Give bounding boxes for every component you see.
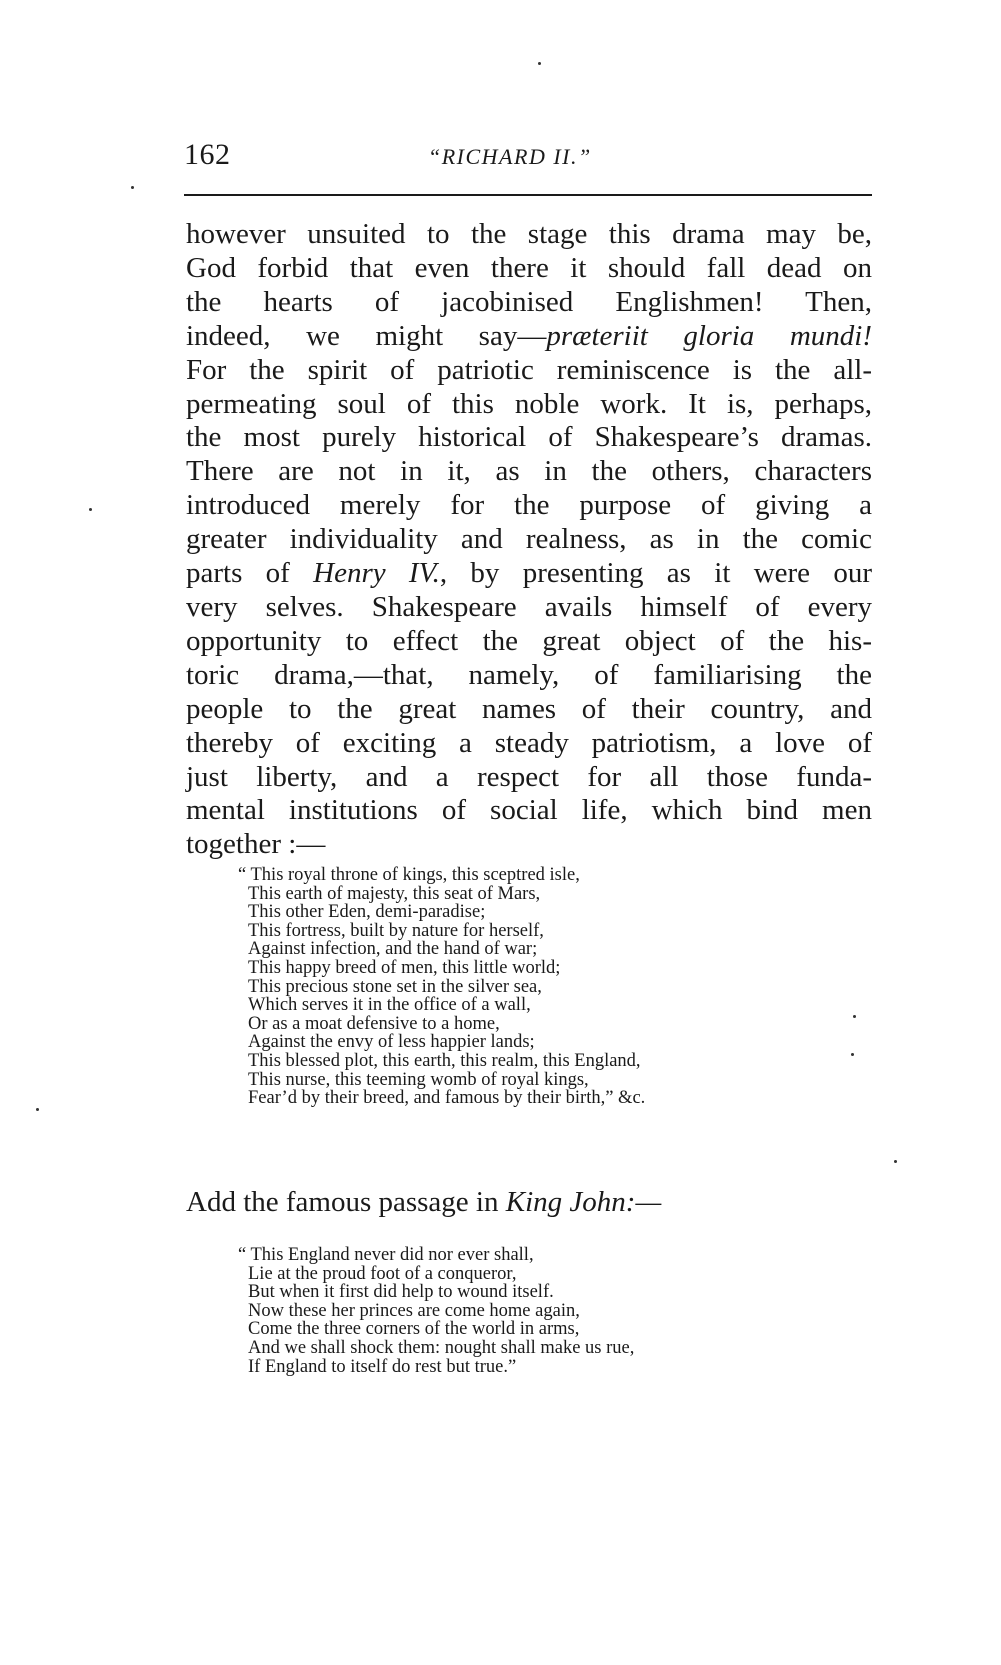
verse-line: Against infection, and the hand of war;: [248, 939, 538, 960]
paper-speck: [851, 1053, 854, 1056]
body-line: the hearts of jacobinised Englishmen! Then,: [186, 285, 872, 318]
body-line: however unsuited to the stage this drama may be,: [186, 218, 872, 250]
intro-suffix: :—: [625, 1186, 662, 1218]
body-line: permeating soul of this noble work. It is, perhaps,: [186, 387, 872, 420]
body-line: greater individuality and realness, as in the comic: [186, 523, 872, 556]
verse-line: If England to itself do rest but true.”: [248, 1356, 517, 1377]
play-title-henry: Henry IV.: [313, 557, 440, 590]
verse-line: This happy breed of men, this little world;: [248, 957, 561, 978]
body-line: just liberty, and a respect for all those funda-: [186, 760, 872, 793]
paper-speck: [131, 186, 134, 189]
body-line-text: indeed, we might say—: [186, 319, 547, 352]
verse-line: “ This England never did nor ever shall,: [238, 1245, 534, 1265]
verse-line: Or as a moat defensive to a home,: [248, 1013, 500, 1034]
body-line: together :—: [186, 828, 326, 861]
body-line: [186, 320, 872, 354]
verse-line: “ This royal throne of kings, this sceptred isle,: [238, 865, 580, 885]
king-john-intro: [186, 1186, 661, 1219]
header-rule: [184, 194, 872, 196]
body-line: the most purely historical of Shakespeare’s dramas.: [186, 421, 872, 454]
verse-line: This other Eden, demi-paradise;: [248, 902, 486, 923]
verse-line: Fear’d by their breed, and famous by their birth,” &c.: [248, 1088, 646, 1109]
paper-speck: [36, 1108, 39, 1111]
body-line: opportunity to effect the great object of the his-: [186, 624, 872, 657]
latin-phrase: præteriit gloria mundi!: [546, 319, 872, 352]
running-head: “RICHARD II.”: [428, 144, 592, 169]
verse-quotation-king-john: [238, 1246, 634, 1376]
verse-line: This earth of majesty, this seat of Mars,: [248, 883, 541, 904]
verse-line: Come the three corners of the world in arms,: [248, 1319, 580, 1340]
body-line-text: , by presenting as it were our: [439, 557, 873, 590]
verse-line: Which serves it in the office of a wall,: [248, 995, 531, 1016]
page-number: 162: [184, 138, 231, 171]
page-header: [184, 138, 874, 178]
intro-text: Add the famous passage in: [186, 1186, 506, 1218]
body-line: introduced merely for the purpose of giving a: [186, 489, 872, 522]
body-line: people to the great names of their country, and: [186, 692, 872, 725]
body-paragraph: [186, 218, 872, 862]
paper-speck: [89, 508, 92, 511]
verse-line: This nurse, this teeming womb of royal kings,: [248, 1069, 589, 1090]
body-line: toric drama,—that, namely, of familiarising the: [186, 658, 872, 691]
body-line: very selves. Shakespeare avails himself of every: [186, 590, 872, 623]
body-line: For the spirit of patriotic reminiscence is the all-: [186, 353, 872, 386]
verse-line: Against the envy of less happier lands;: [248, 1032, 535, 1053]
verse-line: Now these her princes are come home again,: [248, 1300, 580, 1321]
verse-line: But when it first did help to wound itself.: [248, 1282, 554, 1303]
paper-speck: [538, 62, 541, 65]
body-line: God forbid that even there it should fall dead on: [186, 251, 872, 284]
verse-line: This fortress, built by nature for herself,: [248, 920, 544, 941]
paper-speck: [853, 1015, 856, 1018]
body-line: There are not in it, as in the others, characters: [186, 455, 872, 488]
verse-line: This precious stone set in the silver sea,: [248, 976, 542, 997]
body-line-text: parts of: [186, 557, 314, 590]
verse-line: Lie at the proud foot of a conqueror,: [248, 1263, 517, 1284]
verse-line: And we shall shock them: nought shall make us rue,: [248, 1337, 635, 1358]
body-line: [186, 557, 872, 591]
body-line: thereby of exciting a steady patriotism, a love of: [186, 726, 872, 759]
verse-quotation-richard: [238, 866, 645, 1108]
body-line: mental institutions of social life, which bind men: [186, 794, 872, 827]
paper-speck: [894, 1160, 897, 1163]
verse-line: This blessed plot, this earth, this realm, this England,: [248, 1050, 641, 1071]
play-title-king-john: King John: [505, 1186, 626, 1218]
